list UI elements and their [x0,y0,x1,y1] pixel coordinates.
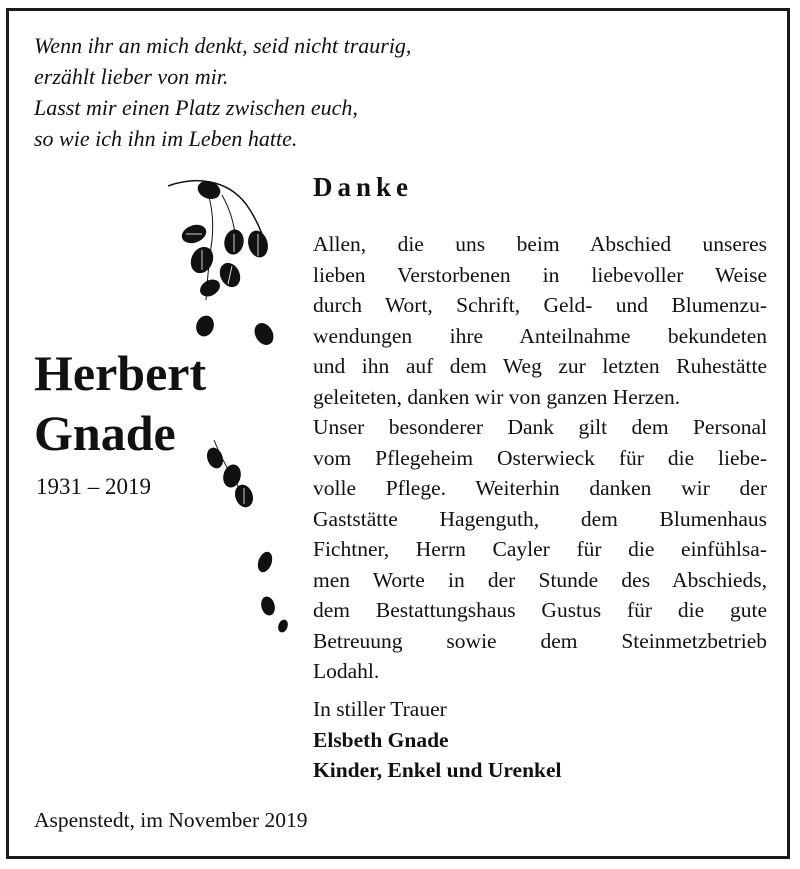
text-line: und ihn auf dem Weg zur letzten Ruhestätte [313,354,767,378]
deceased-first-name: Herbert [34,345,207,401]
text-line: volle Pflege. Weiterhin danken wir der [313,476,767,500]
text-line: Betreuung sowie dem Steinmetzbetrieb [313,628,767,653]
poem-line: so wie ich ihn im Leben hatte. [34,126,298,151]
text-line: wendungen ihre Anteilnahme bekundeten [313,323,767,348]
deceased-last-name: Gnade [34,405,176,461]
text-line: geleiteten, danken wir von ganzen Herzen. [313,384,681,409]
life-years: 1931 – 2019 [36,474,151,499]
text-line: Gaststätte Hagenguth, dem Blumenhaus [313,506,767,531]
signature-name: Elsbeth Gnade [313,727,449,752]
text-line: vom Pflegeheim Osterwieck für die liebe- [313,445,767,470]
text-line: dem Bestattungshaus Gustus für die gute [313,598,767,622]
thank-you-text [313,229,767,687]
text-line: Allen, die uns beim Abschied unseres [313,232,767,256]
text-line: Fichtner, Herrn Cayler für die einfühlsa- [313,537,767,561]
heading: Danke [313,172,414,202]
place-date: Aspenstedt, im November 2019 [34,808,308,832]
text-line: men Worte in der Stunde des Abschieds, [313,567,767,592]
text-line: Lodahl. [313,659,380,683]
signature-family: Kinder, Enkel und Urenkel [313,758,562,782]
poem-line: erzählt lieber von mir. [34,64,229,89]
poem-line: Wenn ihr an mich denkt, seid nicht traurig, [34,33,412,58]
poem-line: Lasst mir einen Platz zwischen euch, [34,95,358,120]
text-line: durch Wort, Schrift, Geld- und Blumenzu- [313,293,767,317]
text-line: Unser besonderer Dank gilt dem Personal [313,415,767,439]
text-line: lieben Verstorbenen in liebevoller Weise [313,262,767,287]
signature-block [313,694,562,786]
signature-intro: In stiller Trauer [313,697,447,721]
